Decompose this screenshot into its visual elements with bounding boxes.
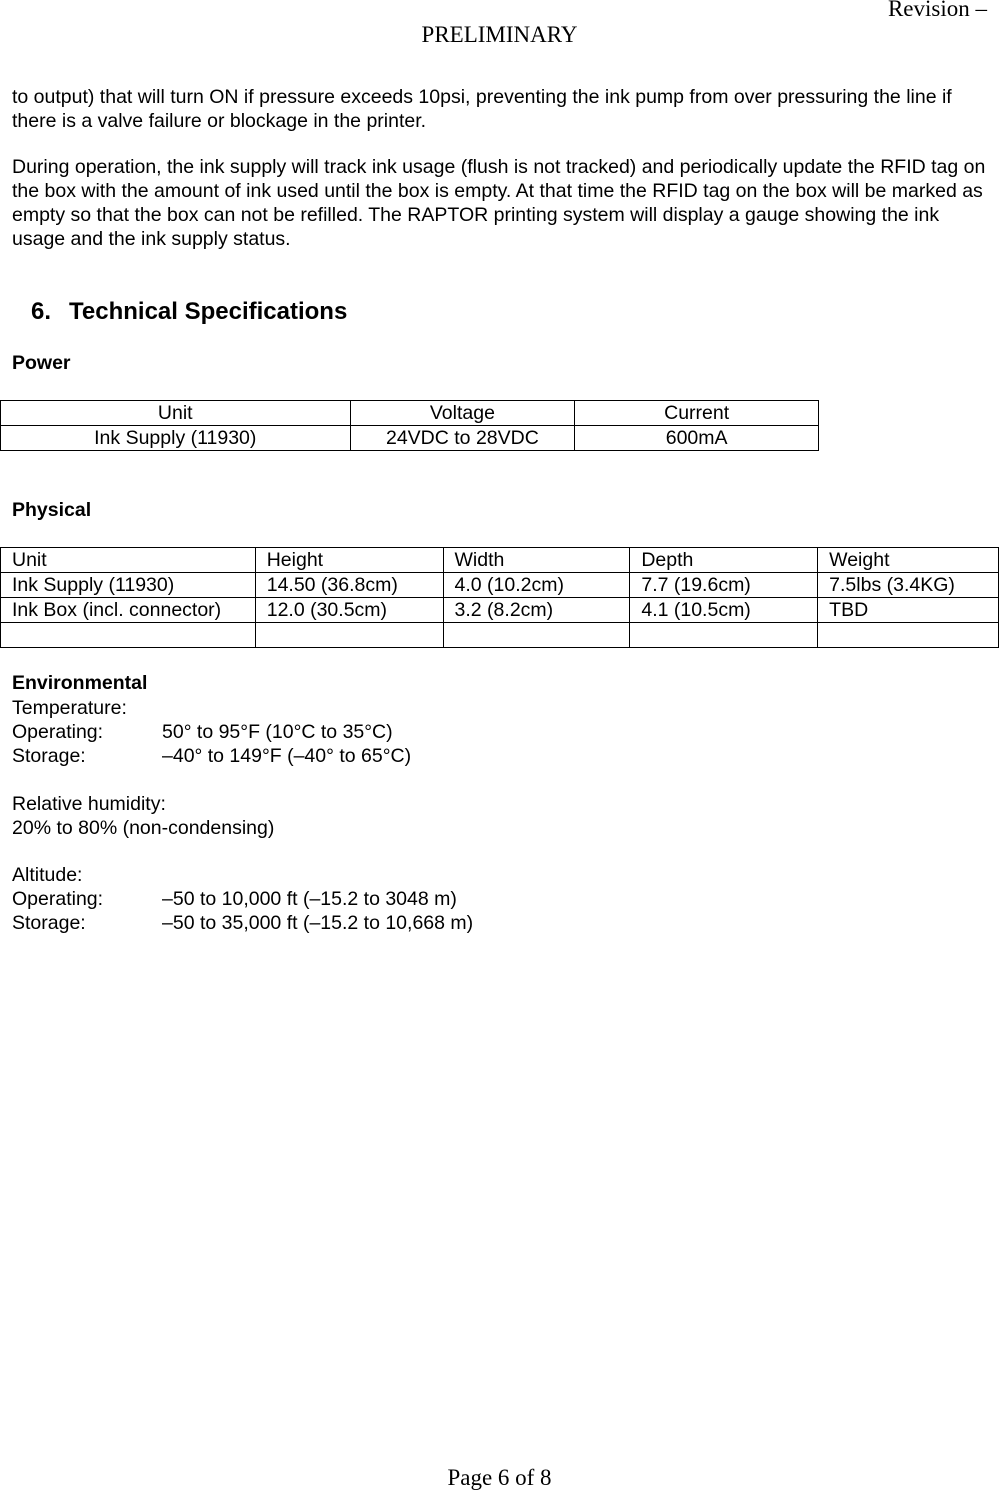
temp-operating-value: 50° to 95°F (10°C to 35°C) <box>162 721 393 743</box>
humidity-value: 20% to 80% (non-condensing) <box>12 817 275 839</box>
table-header-row <box>1 548 999 573</box>
section-number: 6. <box>31 298 52 325</box>
preliminary-label: PRELIMINARY <box>421 22 578 47</box>
temp-operating-label: Operating: <box>12 721 104 743</box>
table-cell: 12.0 (30.5cm) <box>255 598 443 623</box>
physical-table <box>0 547 999 648</box>
environmental-heading: Environmental <box>12 672 148 694</box>
table-cell: 7.7 (19.6cm) <box>630 573 818 598</box>
table-cell: TBD <box>818 598 999 623</box>
temp-storage-label: Storage: <box>12 745 86 767</box>
table-header-cell: Unit <box>1 401 351 426</box>
table-cell: 4.1 (10.5cm) <box>630 598 818 623</box>
revision-label: Revision – <box>887 0 987 21</box>
alt-storage-label: Storage: <box>12 912 86 934</box>
humidity-label: Relative humidity: <box>12 793 166 815</box>
table-header-cell: Current <box>575 401 819 426</box>
temp-storage-line <box>12 744 412 768</box>
section-heading <box>31 298 347 326</box>
table-cell <box>818 623 999 648</box>
page-number: Page 6 of 8 <box>447 1465 552 1490</box>
section-title: Technical Specifications <box>69 298 348 325</box>
table-cell <box>255 623 443 648</box>
temp-storage-value: –40° to 149°F (–40° to 65°C) <box>162 745 412 767</box>
paragraph-operation: During operation, the ink supply will track ink usage (flush is not tracked) and periodically update the RFID tag on the box with the amount of ink used until the box is empty. At that time the RFID tag on the box will be marked as empty so that the box can not be refilled. The RAPTOR printing system will display a gauge showing the ink usage and the ink supply status. <box>12 156 986 250</box>
alt-operating-line <box>12 887 457 911</box>
table-header-cell: Weight <box>818 548 999 573</box>
table-cell: 7.5lbs (3.4KG) <box>818 573 999 598</box>
alt-storage-value: –50 to 35,000 ft (–15.2 to 10,668 m) <box>162 912 474 934</box>
table-cell: 3.2 (8.2cm) <box>443 598 630 623</box>
table-header-cell: Unit <box>1 548 256 573</box>
power-heading: Power <box>12 352 71 374</box>
table-row <box>1 426 819 451</box>
temp-operating-line <box>12 720 393 744</box>
table-row <box>1 598 999 623</box>
table-cell: 4.0 (10.2cm) <box>443 573 630 598</box>
altitude-label: Altitude: <box>12 864 83 886</box>
table-cell <box>443 623 630 648</box>
temperature-label: Temperature: <box>12 697 127 719</box>
table-cell: 24VDC to 28VDC <box>350 426 575 451</box>
table-cell: 600mA <box>575 426 819 451</box>
table-header-cell: Width <box>443 548 630 573</box>
table-header-cell: Height <box>255 548 443 573</box>
alt-operating-label: Operating: <box>12 888 104 910</box>
table-cell: Ink Supply (11930) <box>1 573 256 598</box>
table-cell <box>630 623 818 648</box>
power-table <box>0 400 819 451</box>
table-cell: Ink Box (incl. connector) <box>1 598 256 623</box>
table-header-row <box>1 401 819 426</box>
table-header-cell: Voltage <box>350 401 575 426</box>
table-row <box>1 573 999 598</box>
alt-operating-value: –50 to 10,000 ft (–15.2 to 3048 m) <box>162 888 457 910</box>
alt-storage-line <box>12 911 474 935</box>
table-cell: Ink Supply (11930) <box>1 426 351 451</box>
physical-heading: Physical <box>12 499 92 521</box>
table-cell: 14.50 (36.8cm) <box>255 573 443 598</box>
table-row <box>1 623 999 648</box>
table-cell <box>1 623 256 648</box>
table-header-cell: Depth <box>630 548 818 573</box>
paragraph-pressure: to output) that will turn ON if pressure exceeds 10psi, preventing the ink pump from over pressuring the line if there is a valve failure or blockage in the printer. <box>12 86 952 132</box>
